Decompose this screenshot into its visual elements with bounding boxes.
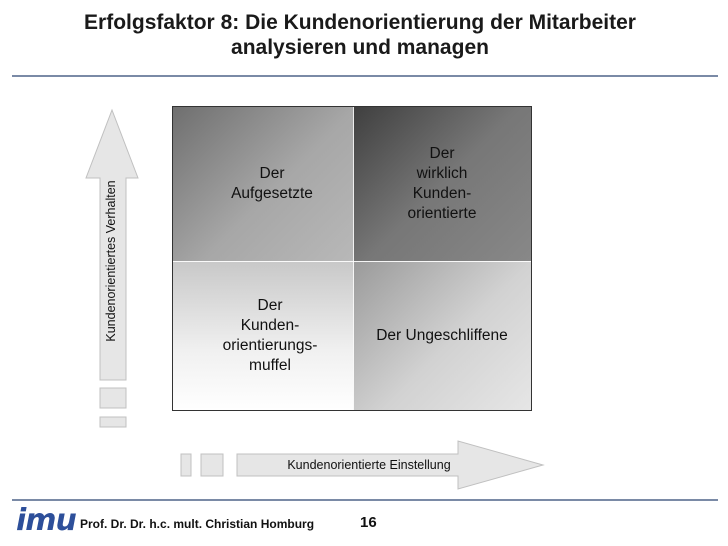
footer-author: Prof. Dr. Dr. h.c. mult. Christian Homburg	[80, 517, 315, 531]
quadrant-top-right-line-1: Der	[429, 145, 455, 162]
quadrant-top-left-line-2: Aufgesetzte	[231, 185, 313, 202]
quadrant-top-right-line-4: orientierte	[407, 205, 477, 222]
x-arrow-dash-1	[181, 454, 191, 476]
page-number: 16	[360, 514, 377, 531]
bottom-divider	[12, 499, 718, 501]
quadrant-bottom-left-line-1: Der	[257, 296, 283, 314]
quadrant-bottom-left-line-4: muffel	[249, 356, 291, 374]
quadrant-bottom-left-line-2: Kunden-	[240, 316, 300, 334]
quadrant-bottom-left-text	[223, 296, 318, 376]
quadrant-top-right	[353, 107, 531, 261]
quadrant-top-left	[173, 107, 353, 261]
quadrant-bottom-left-line-3: orientierungs-	[222, 336, 318, 354]
quadrant-bottom-right	[353, 261, 531, 410]
title-line-1: Erfolgsfaktor 8: Die Kundenorientierung der Mitarbeiter	[84, 11, 636, 34]
y-arrow-dash-1	[100, 388, 126, 408]
matrix-horizontal-divider	[173, 261, 531, 262]
quadrant-bottom-right-line-1: Der Ungeschliffene	[376, 326, 508, 344]
y-arrow-dash-2	[100, 417, 126, 427]
quadrant-top-left-text	[231, 164, 313, 204]
quadrant-top-right-line-2: wirklich	[416, 165, 468, 182]
matrix-vertical-divider	[353, 107, 354, 410]
quadrant-bottom-left	[173, 261, 353, 410]
x-axis-label: Kundenorientierte Einstellung	[287, 458, 451, 472]
x-arrow-dash-2	[201, 454, 223, 476]
portfolio-matrix	[172, 106, 532, 411]
quadrant-top-left-line-1: Der	[259, 165, 285, 182]
imu-logo: imu	[16, 503, 76, 538]
y-axis-label: Kundenorientiertes Verhalten	[104, 180, 118, 342]
title-line-2: analysieren und managen	[231, 36, 489, 59]
quadrant-top-right-text	[408, 144, 477, 224]
quadrant-top-right-line-3: Kunden-	[412, 185, 472, 202]
